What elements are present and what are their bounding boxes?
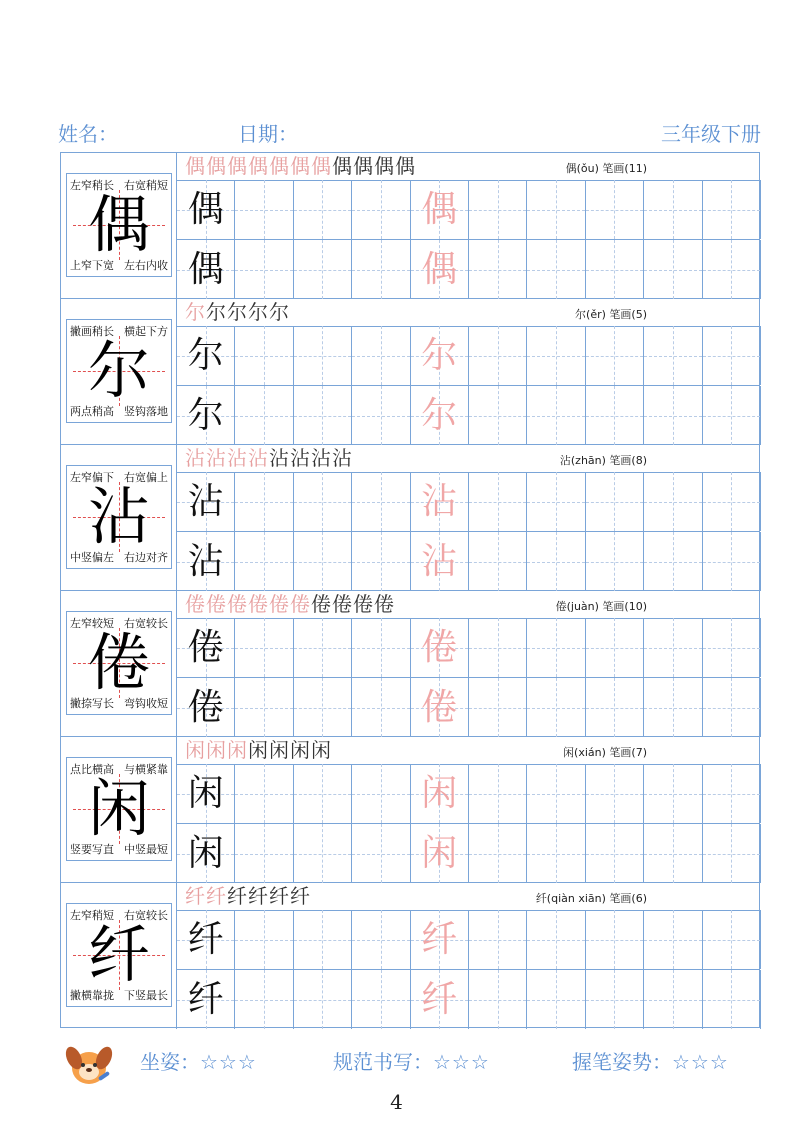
writing-cell[interactable]	[644, 618, 702, 677]
stroke-step: 倦	[353, 592, 374, 616]
writing-cell[interactable]	[235, 618, 293, 677]
stroke-step: 偶	[353, 154, 374, 178]
stroke-step: 偶	[311, 154, 332, 178]
stroke-order-bar	[177, 591, 759, 619]
writing-cell[interactable]	[644, 240, 702, 299]
writing-cell[interactable]	[411, 386, 469, 445]
writing-tip: 右宽较长	[124, 909, 168, 922]
writing-cell[interactable]	[294, 180, 352, 239]
writing-cell[interactable]	[235, 910, 293, 969]
writing-cell[interactable]	[644, 180, 702, 239]
writing-cell[interactable]	[586, 824, 644, 883]
writing-cell[interactable]	[411, 532, 469, 591]
writing-cell[interactable]	[177, 472, 235, 531]
writing-cell[interactable]	[527, 386, 585, 445]
character-info: 沾(zhān) 笔画(8)	[559, 454, 647, 467]
stroke-step: 闲	[227, 738, 248, 762]
writing-cell[interactable]	[235, 824, 293, 883]
trace-character: 尔	[421, 335, 458, 376]
writing-cell[interactable]	[703, 970, 761, 1029]
practice-row	[177, 618, 759, 678]
character-info: 尔(ěr) 笔画(5)	[575, 308, 647, 321]
writing-cell[interactable]	[352, 240, 410, 299]
writing-cell[interactable]	[469, 824, 527, 883]
writing-cell[interactable]	[411, 618, 469, 677]
character-guide-column	[61, 883, 177, 1029]
writing-cell[interactable]	[527, 240, 585, 299]
writing-cell[interactable]	[177, 240, 235, 299]
writing-tip: 左窄偏下	[70, 471, 114, 484]
writing-cell[interactable]	[644, 326, 702, 385]
trace-character: 尔	[421, 395, 458, 436]
writing-cell[interactable]	[235, 970, 293, 1029]
character-block	[61, 153, 759, 299]
practice-row	[177, 532, 759, 591]
writing-cell[interactable]	[644, 678, 702, 737]
writing-cell[interactable]	[527, 326, 585, 385]
practice-row	[177, 240, 759, 299]
writing-cell[interactable]	[352, 532, 410, 591]
character-block	[61, 591, 759, 737]
writing-cell[interactable]	[586, 678, 644, 737]
writing-cell[interactable]	[235, 678, 293, 737]
writing-cell[interactable]	[703, 532, 761, 591]
stroke-step: 尔	[227, 300, 248, 324]
practice-row	[177, 970, 759, 1029]
writing-cell[interactable]	[177, 532, 235, 591]
date-label: 日期：	[238, 122, 298, 146]
character-guide-box	[66, 611, 172, 715]
writing-tip: 点比横高	[70, 763, 114, 776]
stroke-order-bar	[177, 883, 759, 911]
practice-row	[177, 764, 759, 824]
stroke-sequence	[185, 737, 332, 764]
stroke-step: 沾	[206, 446, 227, 470]
model-character: 沾	[187, 481, 224, 522]
writing-cell[interactable]	[294, 386, 352, 445]
writing-cell[interactable]	[527, 532, 585, 591]
stroke-step: 闲	[248, 738, 269, 762]
stroke-step: 倦	[290, 592, 311, 616]
trace-character: 偶	[421, 249, 458, 290]
stroke-step: 沾	[269, 446, 290, 470]
writing-cell[interactable]	[703, 326, 761, 385]
practice-row	[177, 326, 759, 386]
writing-cell[interactable]	[469, 618, 527, 677]
writing-cell[interactable]	[703, 472, 761, 531]
character-guide-box	[66, 465, 172, 569]
writing-cell[interactable]	[352, 910, 410, 969]
character-info: 倦(juàn) 笔画(10)	[555, 600, 647, 613]
writing-tip: 左窄稍长	[70, 179, 114, 192]
stroke-sequence	[185, 153, 416, 180]
posture-label: 坐姿：	[140, 1050, 200, 1074]
writing-cell[interactable]	[586, 326, 644, 385]
character-guide-box	[66, 757, 172, 861]
writing-cell[interactable]	[586, 532, 644, 591]
writing-tip: 撇横靠拢	[70, 989, 114, 1002]
stroke-step: 偶	[395, 154, 416, 178]
trace-character: 纤	[421, 979, 458, 1020]
character-info: 闲(xián) 笔画(7)	[563, 746, 647, 759]
stroke-step: 纤	[227, 884, 248, 908]
writing-tip: 横起下方	[124, 325, 168, 338]
stroke-step: 倦	[206, 592, 227, 616]
stroke-step: 闲	[269, 738, 290, 762]
stroke-step: 闲	[185, 738, 206, 762]
writing-tip: 下竖最长	[124, 989, 168, 1002]
stroke-step: 倦	[227, 592, 248, 616]
writing-cell[interactable]	[177, 326, 235, 385]
practice-row	[177, 678, 759, 737]
character-info: 偶(ǒu) 笔画(11)	[565, 162, 647, 175]
writing-cell[interactable]	[586, 910, 644, 969]
trace-character: 沾	[421, 541, 458, 582]
stroke-order-bar	[177, 737, 759, 765]
writing-tip: 左窄稍短	[70, 909, 114, 922]
stroke-step: 倦	[248, 592, 269, 616]
character-block	[61, 299, 759, 445]
writing-label: 规范书写：	[333, 1050, 433, 1074]
writing-cell[interactable]	[352, 678, 410, 737]
stroke-step: 沾	[290, 446, 311, 470]
writing-cell[interactable]	[294, 764, 352, 823]
writing-cell[interactable]	[469, 472, 527, 531]
trace-character: 倦	[421, 687, 458, 728]
stroke-step: 偶	[269, 154, 290, 178]
stroke-step: 闲	[206, 738, 227, 762]
stroke-step: 偶	[206, 154, 227, 178]
stroke-step: 尔	[185, 300, 206, 324]
grip-stars[interactable]: ☆☆☆	[672, 1050, 729, 1074]
writing-cell[interactable]	[411, 180, 469, 239]
writing-cell[interactable]	[352, 386, 410, 445]
writing-cell[interactable]	[352, 180, 410, 239]
character-guide-column	[61, 299, 177, 444]
writing-cell[interactable]	[352, 764, 410, 823]
character-guide-box	[66, 319, 172, 423]
writing-cell[interactable]	[586, 472, 644, 531]
writing-cell[interactable]	[411, 472, 469, 531]
stroke-step: 偶	[332, 154, 353, 178]
writing-cell[interactable]	[527, 678, 585, 737]
writing-cell[interactable]	[527, 180, 585, 239]
example-character: 纤	[87, 918, 150, 991]
posture-rating	[140, 1046, 257, 1075]
stroke-step: 闲	[290, 738, 311, 762]
stroke-step: 尔	[269, 300, 290, 324]
writing-cell[interactable]	[644, 910, 702, 969]
model-character: 偶	[187, 249, 224, 290]
writing-cell[interactable]	[644, 824, 702, 883]
writing-tip: 右宽偏上	[124, 471, 168, 484]
stroke-step: 纤	[248, 884, 269, 908]
practice-sheet	[60, 152, 760, 1028]
writing-cell[interactable]	[411, 910, 469, 969]
character-guide-box	[66, 903, 172, 1007]
practice-row	[177, 824, 759, 883]
model-character: 纤	[187, 919, 224, 960]
character-block	[61, 883, 759, 1029]
stroke-order-bar	[177, 445, 759, 473]
model-character: 倦	[187, 687, 224, 728]
character-block	[61, 737, 759, 883]
example-character: 尔	[87, 334, 150, 407]
writing-cell[interactable]	[411, 326, 469, 385]
writing-cell[interactable]	[586, 764, 644, 823]
practice-row	[177, 386, 759, 445]
writing-cell[interactable]	[177, 678, 235, 737]
example-character: 倦	[87, 626, 150, 699]
trace-character: 闲	[421, 833, 458, 874]
stroke-step: 倦	[311, 592, 332, 616]
stroke-step: 偶	[227, 154, 248, 178]
writing-cell[interactable]	[352, 472, 410, 531]
writing-tip: 左窄较短	[70, 617, 114, 630]
writing-cell[interactable]	[294, 824, 352, 883]
stroke-step: 尔	[248, 300, 269, 324]
stroke-step: 偶	[290, 154, 311, 178]
writing-cell[interactable]	[177, 180, 235, 239]
character-info: 纤(qiàn xiān) 笔画(6)	[535, 892, 647, 905]
model-character: 纤	[187, 979, 224, 1020]
writing-stars[interactable]: ☆☆☆	[433, 1050, 490, 1074]
writing-cell[interactable]	[527, 764, 585, 823]
writing-tip: 两点稍高	[70, 405, 114, 418]
writing-cell[interactable]	[294, 970, 352, 1029]
writing-cell[interactable]	[177, 618, 235, 677]
character-guide-box	[66, 173, 172, 277]
writing-cell[interactable]	[235, 532, 293, 591]
writing-cell[interactable]	[469, 764, 527, 823]
writing-cell[interactable]	[586, 386, 644, 445]
stroke-step: 倦	[185, 592, 206, 616]
writing-cell[interactable]	[469, 180, 527, 239]
writing-cell[interactable]	[411, 824, 469, 883]
stroke-step: 沾	[248, 446, 269, 470]
writing-cell[interactable]	[469, 532, 527, 591]
writing-cell[interactable]	[177, 764, 235, 823]
writing-tip: 右宽稍短	[124, 179, 168, 192]
stroke-step: 闲	[311, 738, 332, 762]
character-block	[61, 445, 759, 591]
writing-cell[interactable]	[177, 910, 235, 969]
writing-cell[interactable]	[703, 678, 761, 737]
stroke-step: 沾	[311, 446, 332, 470]
name-label: 姓名：	[58, 122, 118, 146]
writing-cell[interactable]	[586, 970, 644, 1029]
writing-cell[interactable]	[235, 764, 293, 823]
writing-cell[interactable]	[586, 618, 644, 677]
writing-tip: 竖钩落地	[124, 405, 168, 418]
character-guide-column	[61, 737, 177, 882]
writing-cell[interactable]	[177, 970, 235, 1029]
grip-label: 握笔姿势：	[572, 1050, 672, 1074]
stroke-step: 尔	[206, 300, 227, 324]
writing-cell[interactable]	[352, 970, 410, 1029]
writing-tip: 中竖最短	[124, 843, 168, 856]
writing-tip: 中竖偏左	[70, 551, 114, 564]
model-character: 偶	[187, 189, 224, 230]
writing-cell[interactable]	[352, 618, 410, 677]
writing-cell[interactable]	[235, 386, 293, 445]
grip-rating	[572, 1046, 729, 1075]
practice-row	[177, 180, 759, 240]
writing-cell[interactable]	[235, 240, 293, 299]
writing-cell[interactable]	[527, 970, 585, 1029]
writing-tip: 撇捺写长	[70, 697, 114, 710]
stroke-step: 倦	[374, 592, 395, 616]
stroke-step: 纤	[185, 884, 206, 908]
character-guide-column	[61, 153, 177, 298]
writing-cell[interactable]	[469, 240, 527, 299]
writing-cell[interactable]	[644, 970, 702, 1029]
puppy-mascot-icon	[62, 1038, 116, 1090]
writing-cell[interactable]	[469, 326, 527, 385]
writing-cell[interactable]	[235, 180, 293, 239]
example-character: 闲	[87, 772, 150, 845]
writing-cell[interactable]	[469, 970, 527, 1029]
writing-cell[interactable]	[527, 824, 585, 883]
stroke-step: 纤	[206, 884, 227, 908]
stroke-step: 偶	[374, 154, 395, 178]
stroke-step: 沾	[332, 446, 353, 470]
stroke-step: 偶	[248, 154, 269, 178]
writing-cell[interactable]	[294, 240, 352, 299]
writing-cell[interactable]	[703, 824, 761, 883]
stroke-sequence	[185, 445, 353, 472]
character-guide-column	[61, 445, 177, 590]
grade-label: 三年级下册	[661, 122, 761, 146]
writing-cell[interactable]	[177, 824, 235, 883]
trace-character: 沾	[421, 481, 458, 522]
writing-cell[interactable]	[294, 910, 352, 969]
model-character: 沾	[187, 541, 224, 582]
writing-tip: 右边对齐	[124, 551, 168, 564]
writing-cell[interactable]	[586, 240, 644, 299]
trace-character: 纤	[421, 919, 458, 960]
writing-cell[interactable]	[644, 532, 702, 591]
writing-tip: 左右内收	[124, 259, 168, 272]
writing-cell[interactable]	[527, 472, 585, 531]
writing-cell[interactable]	[527, 910, 585, 969]
writing-cell[interactable]	[703, 386, 761, 445]
writing-cell[interactable]	[294, 326, 352, 385]
writing-cell[interactable]	[644, 472, 702, 531]
writing-cell[interactable]	[177, 386, 235, 445]
writing-cell[interactable]	[703, 764, 761, 823]
writing-cell[interactable]	[235, 326, 293, 385]
stroke-step: 倦	[332, 592, 353, 616]
stroke-step: 纤	[269, 884, 290, 908]
writing-cell[interactable]	[644, 386, 702, 445]
writing-cell[interactable]	[469, 678, 527, 737]
writing-cell[interactable]	[644, 764, 702, 823]
stroke-order-bar	[177, 153, 759, 181]
writing-tip: 上窄下宽	[70, 259, 114, 272]
writing-cell[interactable]	[703, 910, 761, 969]
stroke-step: 沾	[227, 446, 248, 470]
writing-tip: 弯钩收短	[124, 697, 168, 710]
practice-row	[177, 472, 759, 532]
stroke-sequence	[185, 591, 395, 618]
model-character: 闲	[187, 833, 224, 874]
trace-character: 偶	[421, 189, 458, 230]
writing-cell[interactable]	[235, 472, 293, 531]
writing-cell[interactable]	[294, 678, 352, 737]
stroke-sequence	[185, 883, 311, 910]
page-number: 4	[390, 1090, 403, 1114]
stroke-step: 倦	[269, 592, 290, 616]
model-character: 倦	[187, 627, 224, 668]
model-character: 尔	[187, 335, 224, 376]
stroke-step: 沾	[185, 446, 206, 470]
writing-cell[interactable]	[527, 618, 585, 677]
writing-cell[interactable]	[703, 180, 761, 239]
writing-tip: 竖要写直	[70, 843, 114, 856]
practice-row	[177, 910, 759, 970]
writing-tip: 右宽较长	[124, 617, 168, 630]
writing-cell[interactable]	[411, 970, 469, 1029]
writing-cell[interactable]	[411, 764, 469, 823]
stroke-sequence	[185, 299, 290, 326]
writing-cell[interactable]	[294, 472, 352, 531]
writing-cell[interactable]	[586, 180, 644, 239]
writing-cell[interactable]	[411, 240, 469, 299]
writing-cell[interactable]	[411, 678, 469, 737]
trace-character: 倦	[421, 627, 458, 668]
writing-cell[interactable]	[469, 386, 527, 445]
model-character: 闲	[187, 773, 224, 814]
trace-character: 闲	[421, 773, 458, 814]
character-guide-column	[61, 591, 177, 736]
posture-stars[interactable]: ☆☆☆	[200, 1050, 257, 1074]
writing-cell[interactable]	[703, 240, 761, 299]
example-character: 偶	[87, 188, 150, 261]
writing-cell[interactable]	[352, 326, 410, 385]
stroke-step: 偶	[185, 154, 206, 178]
stroke-step: 纤	[290, 884, 311, 908]
writing-tip: 撇画稍长	[70, 325, 114, 338]
writing-cell[interactable]	[294, 618, 352, 677]
writing-cell[interactable]	[703, 618, 761, 677]
writing-cell[interactable]	[294, 532, 352, 591]
writing-tip: 与横紧靠	[124, 763, 168, 776]
writing-cell[interactable]	[352, 824, 410, 883]
writing-rating	[333, 1046, 490, 1075]
writing-cell[interactable]	[469, 910, 527, 969]
model-character: 尔	[187, 395, 224, 436]
stroke-order-bar	[177, 299, 759, 327]
example-character: 沾	[87, 480, 150, 553]
